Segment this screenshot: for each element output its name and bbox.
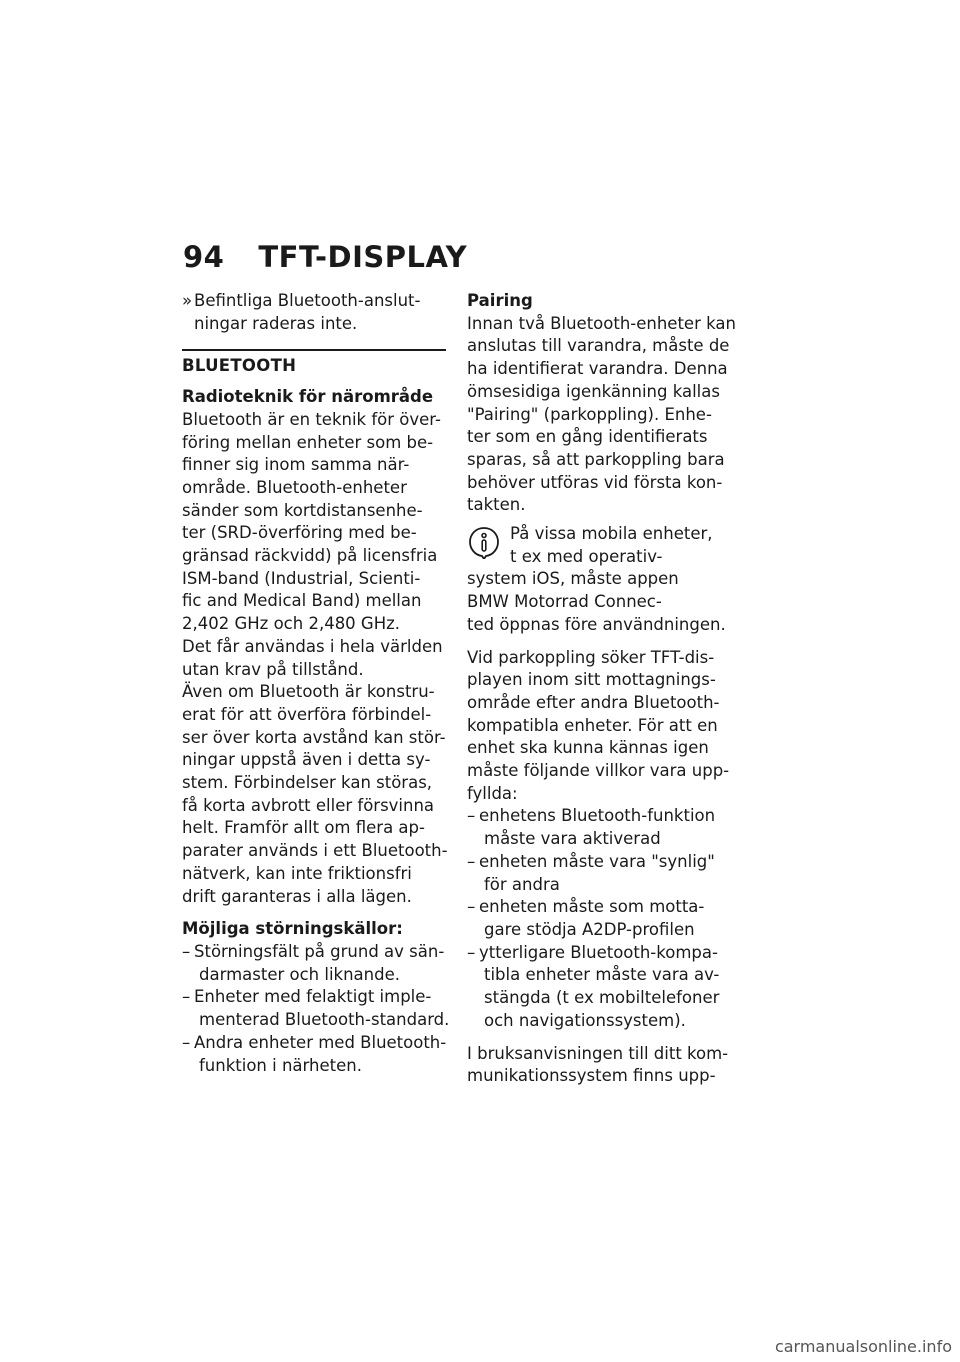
text-line: behöver utföras vid första kon-	[467, 472, 723, 492]
text-line: få korta avbrott eller försvinna	[182, 795, 435, 815]
dash-marker: –	[182, 1032, 191, 1052]
list-item	[182, 1032, 452, 1077]
text-line: Bluetooth är en teknik för över-	[182, 409, 441, 429]
page-header	[183, 240, 467, 274]
text-line: gare stödja A2DP-profilen	[484, 919, 695, 939]
list-item	[467, 896, 742, 941]
text-line: 2,402 GHz och 2,480 GHz.	[182, 614, 401, 634]
text-line: Enheter med felaktigt imple-	[194, 987, 432, 1007]
text-line: På vissa mobila enheter,	[510, 524, 713, 544]
dash-marker: –	[182, 987, 191, 1007]
text-line: och navigationssystem).	[484, 1010, 686, 1030]
text-line: enhet ska kunna kännas igen	[467, 738, 709, 758]
text-line: område efter andra Bluetooth-	[467, 692, 720, 712]
text-line: Störningsfält på grund av sän-	[194, 941, 445, 961]
text-line: funktion i närheten.	[199, 1055, 362, 1075]
page-title: TFT-DISPLAY	[258, 240, 468, 274]
text-line: drift garanteras i alla lägen.	[182, 886, 412, 906]
paragraph-pairing-conditions	[467, 647, 742, 806]
text-line: enheten måste vara "synlig"	[479, 851, 715, 871]
text-line: BMW Motorrad Connec-	[467, 592, 662, 612]
text-line: nätverk, kan inte friktionsfri	[182, 863, 412, 883]
text-line: takten.	[467, 495, 526, 515]
text-line: darmaster och liknande.	[199, 964, 400, 984]
paragraph-pairing	[467, 313, 742, 517]
text-line: munikationssystem finns upp-	[467, 1066, 716, 1086]
text-line: I bruksanvisningen till ditt kom-	[467, 1043, 729, 1063]
text-line: ted öppnas före användningen.	[467, 614, 726, 634]
text-line: ha identifierat varandra. Denna	[467, 359, 728, 379]
text-line: Det får användas i hela världen	[182, 636, 443, 656]
text-line: gränsad räckvidd) på licensfria	[182, 546, 438, 566]
dash-marker: –	[467, 942, 476, 962]
text-line: stem. Förbindelser kan störas,	[182, 773, 433, 793]
chevron-right-icon: »	[182, 291, 193, 310]
right-column	[467, 290, 742, 1088]
text-line: ter (SRD-överföring med be-	[182, 523, 417, 543]
text-line: Även om Bluetooth är konstru-	[182, 682, 435, 702]
text-line: parater används i ett Bluetooth-	[182, 841, 448, 861]
info-note	[467, 523, 742, 637]
text-line: måste vara aktiverad	[484, 829, 661, 849]
paragraph-bluetooth-intro	[182, 409, 452, 681]
text-line: "Pairing" (parkoppling). Enhe-	[467, 404, 712, 424]
text-line: stängda (t ex mobiltelefoner	[484, 988, 720, 1008]
list-item	[467, 805, 742, 850]
text-line: enheten måste som motta-	[479, 897, 705, 917]
dash-marker: –	[182, 941, 191, 961]
intro-line: Befintliga Bluetooth-anslut-	[194, 291, 421, 310]
text-line: för andra	[484, 874, 560, 894]
text-line: utan krav på tillstånd.	[182, 659, 364, 679]
text-line: tibla enheter måste vara av-	[484, 965, 720, 985]
text-line: Innan två Bluetooth-enheter kan	[467, 313, 736, 333]
dash-marker: –	[467, 851, 476, 871]
info-icon	[467, 525, 501, 559]
subheading-radio: Radioteknik för närområde	[182, 387, 434, 407]
text-line: ISM-band (Industrial, Scienti-	[182, 568, 421, 588]
text-line: Andra enheter med Bluetooth-	[194, 1032, 447, 1052]
list-item	[182, 986, 452, 1031]
text-line: ter som en gång identifierats	[467, 427, 708, 447]
section-title: BLUETOOTH	[182, 356, 297, 376]
text-line: ser över korta avstånd kan stör-	[182, 727, 446, 747]
text-line: system iOS, måste appen	[467, 569, 679, 589]
text-line: sparas, så att parkoppling bara	[467, 449, 725, 469]
text-line: enhetens Bluetooth-funktion	[479, 806, 716, 826]
text-line: kompatibla enheter. För att en	[467, 715, 718, 735]
intro-note	[182, 290, 452, 335]
list-item	[182, 941, 452, 986]
text-line: föring mellan enheter som be-	[182, 432, 434, 452]
section-divider	[182, 349, 446, 351]
text-line: ömsesidiga igenkänning kallas	[467, 381, 720, 401]
text-line: fic and Medical Band) mellan	[182, 591, 422, 611]
text-line: måste följande villkor vara upp-	[467, 761, 730, 781]
page-number: 94	[183, 240, 225, 274]
text-line: playen inom sitt mottagnings-	[467, 670, 716, 690]
subheading-pairing: Pairing	[467, 291, 533, 310]
list-item	[467, 942, 742, 1033]
text-line: Vid parkoppling söker TFT-dis-	[467, 647, 715, 667]
dash-marker: –	[467, 897, 476, 917]
dash-marker: –	[467, 806, 476, 826]
subheading-interference-sources: Möjliga störningskällor:	[182, 919, 403, 939]
text-line: t ex med operativ-	[510, 546, 663, 566]
text-line: ytterligare Bluetooth-kompa-	[479, 942, 718, 962]
text-line: anslutas till varandra, måste de	[467, 336, 730, 356]
text-line: område. Bluetooth-enheter	[182, 477, 407, 497]
text-line: ningar uppstå även i detta sy-	[182, 750, 431, 770]
interference-list	[182, 941, 452, 1077]
text-line: helt. Framför allt om flera ap-	[182, 818, 425, 838]
text-line: fyllda:	[467, 783, 518, 803]
paragraph-manual-reference	[467, 1043, 742, 1088]
paragraph-interference	[182, 681, 452, 908]
text-line: sänder som kortdistansenhe-	[182, 500, 423, 520]
intro-line: ningar raderas inte.	[194, 313, 358, 333]
conditions-list	[467, 805, 742, 1032]
watermark-footer: carmanualsonline.info	[774, 1337, 952, 1356]
text-line: finner sig inom samma när-	[182, 455, 410, 475]
left-column	[182, 290, 452, 1077]
text-line: erat för att överföra förbindel-	[182, 704, 432, 724]
list-item	[467, 851, 742, 896]
text-line: menterad Bluetooth-standard.	[199, 1010, 450, 1030]
